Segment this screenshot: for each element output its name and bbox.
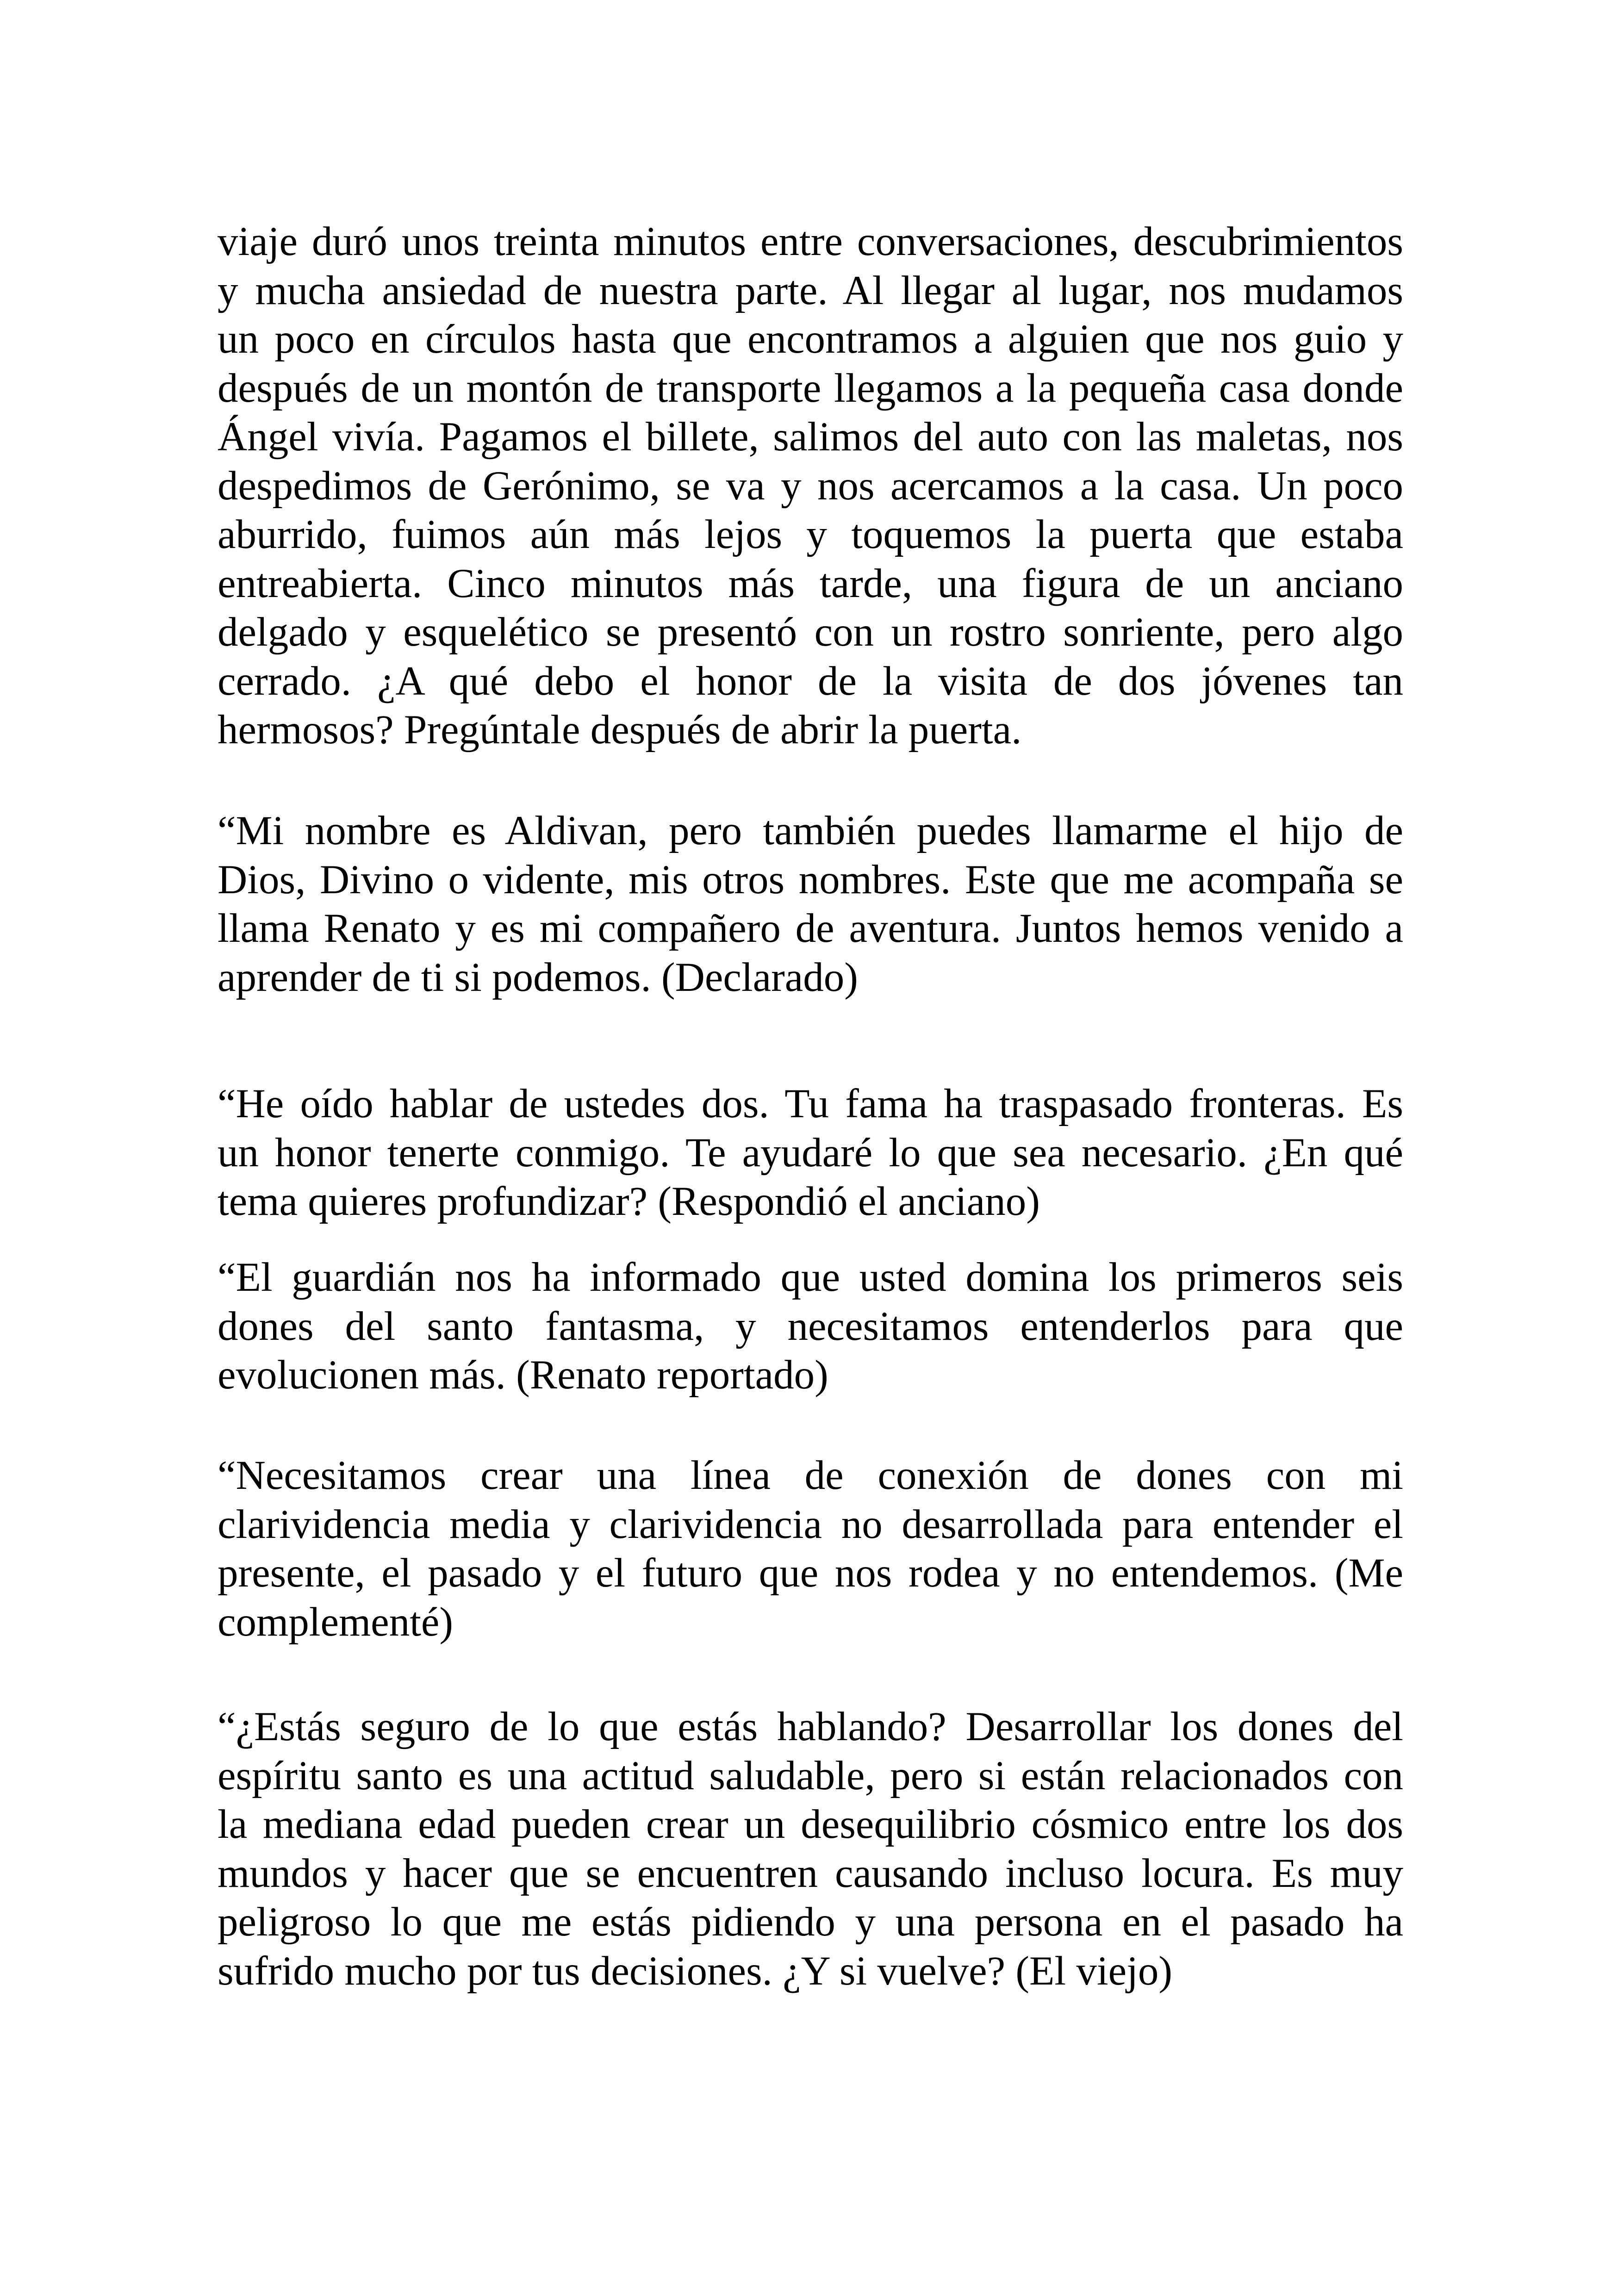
text-line: aburrido, fuimos aún más lejos y toquemos la puerta que estaba xyxy=(218,512,1403,557)
text-line: Ángel vivía. Pagamos el billete, salimos del auto con las maletas, nos xyxy=(218,414,1403,460)
text-line: un poco en círculos hasta que encontramos a alguien que nos guio y xyxy=(218,317,1403,362)
text-line: llama Renato y es mi compañero de aventura. Juntos hemos venido a xyxy=(218,906,1403,951)
text-line: sufrido mucho por tus decisiones. ¿Y si vuelve? (El viejo) xyxy=(218,1948,1172,1994)
text-line: delgado y esquelético se presentó con un rostro sonriente, pero algo xyxy=(218,610,1403,655)
text-line: un honor tenerte conmigo. Te ayudaré lo que sea necesario. ¿En qué xyxy=(218,1130,1403,1176)
text-line: tema quieres profundizar? (Respondió el anciano) xyxy=(218,1179,1040,1224)
text-line: mundos y hacer que se encuentren causando incluso locura. Es muy xyxy=(218,1850,1403,1896)
text-line: y mucha ansiedad de nuestra parte. Al llegar al lugar, nos mudamos xyxy=(218,268,1403,313)
text-line: “Necesitamos crear una línea de conexión de dones con mi xyxy=(218,1453,1403,1498)
text-line: Dios, Divino o vidente, mis otros nombres. Este que me acompaña se xyxy=(218,857,1403,902)
text-line: viaje duró unos treinta minutos entre conversaciones, descubrimientos xyxy=(218,219,1403,264)
text-line: hermosos? Pregúntale después de abrir la puerta. xyxy=(218,707,1022,753)
text-line: “El guardián nos ha informado que usted domina los primeros seis xyxy=(218,1255,1403,1300)
text-line: dones del santo fantasma, y necesitamos entenderlos para que xyxy=(218,1303,1403,1349)
text-line: despedimos de Gerónimo, se va y nos acercamos a la casa. Un poco xyxy=(218,463,1403,509)
text-line: espíritu santo es una actitud saludable, pero si están relacionados con xyxy=(218,1753,1403,1798)
text-line: “He oído hablar de ustedes dos. Tu fama ha traspasado fronteras. Es xyxy=(218,1081,1403,1126)
paragraph-dialogue-elder xyxy=(218,1080,1403,1226)
text-line: clarividencia media y clarividencia no desarrollada para entender el xyxy=(218,1501,1403,1547)
text-line: evolucionen más. (Renato reportado) xyxy=(218,1352,828,1398)
text-line: presente, el pasado y el futuro que nos rodea y no entendemos. (Me xyxy=(218,1550,1403,1596)
text-line: aprender de ti si podemos. (Declarado) xyxy=(218,954,858,1000)
text-line: cerrado. ¿A qué debo el honor de la visita de dos jóvenes tan xyxy=(218,658,1403,704)
text-line: “Mi nombre es Aldivan, pero también puedes llamarme el hijo de xyxy=(218,808,1403,853)
text-line: peligroso lo que me estás pidiendo y una persona en el pasado ha xyxy=(218,1899,1403,1945)
text-line: entreabierta. Cinco minutos más tarde, una figura de un anciano xyxy=(218,560,1403,606)
text-line: después de un montón de transporte llegamos a la pequeña casa donde xyxy=(218,365,1403,411)
text-line: complementé) xyxy=(218,1599,454,1645)
paragraph-dialogue-renato xyxy=(218,1253,1403,1400)
text-line: “¿Estás seguro de lo que estás hablando? Desarrollar los dones del xyxy=(218,1704,1403,1749)
paragraph-dialogue-warning xyxy=(218,1703,1403,1996)
text-line: la mediana edad pueden crear un desequilibrio cósmico entre los dos xyxy=(218,1802,1403,1847)
paragraph-dialogue-aldivan xyxy=(218,807,1403,1002)
paragraph-narration xyxy=(218,218,1403,755)
paragraph-dialogue-complement xyxy=(218,1451,1403,1647)
